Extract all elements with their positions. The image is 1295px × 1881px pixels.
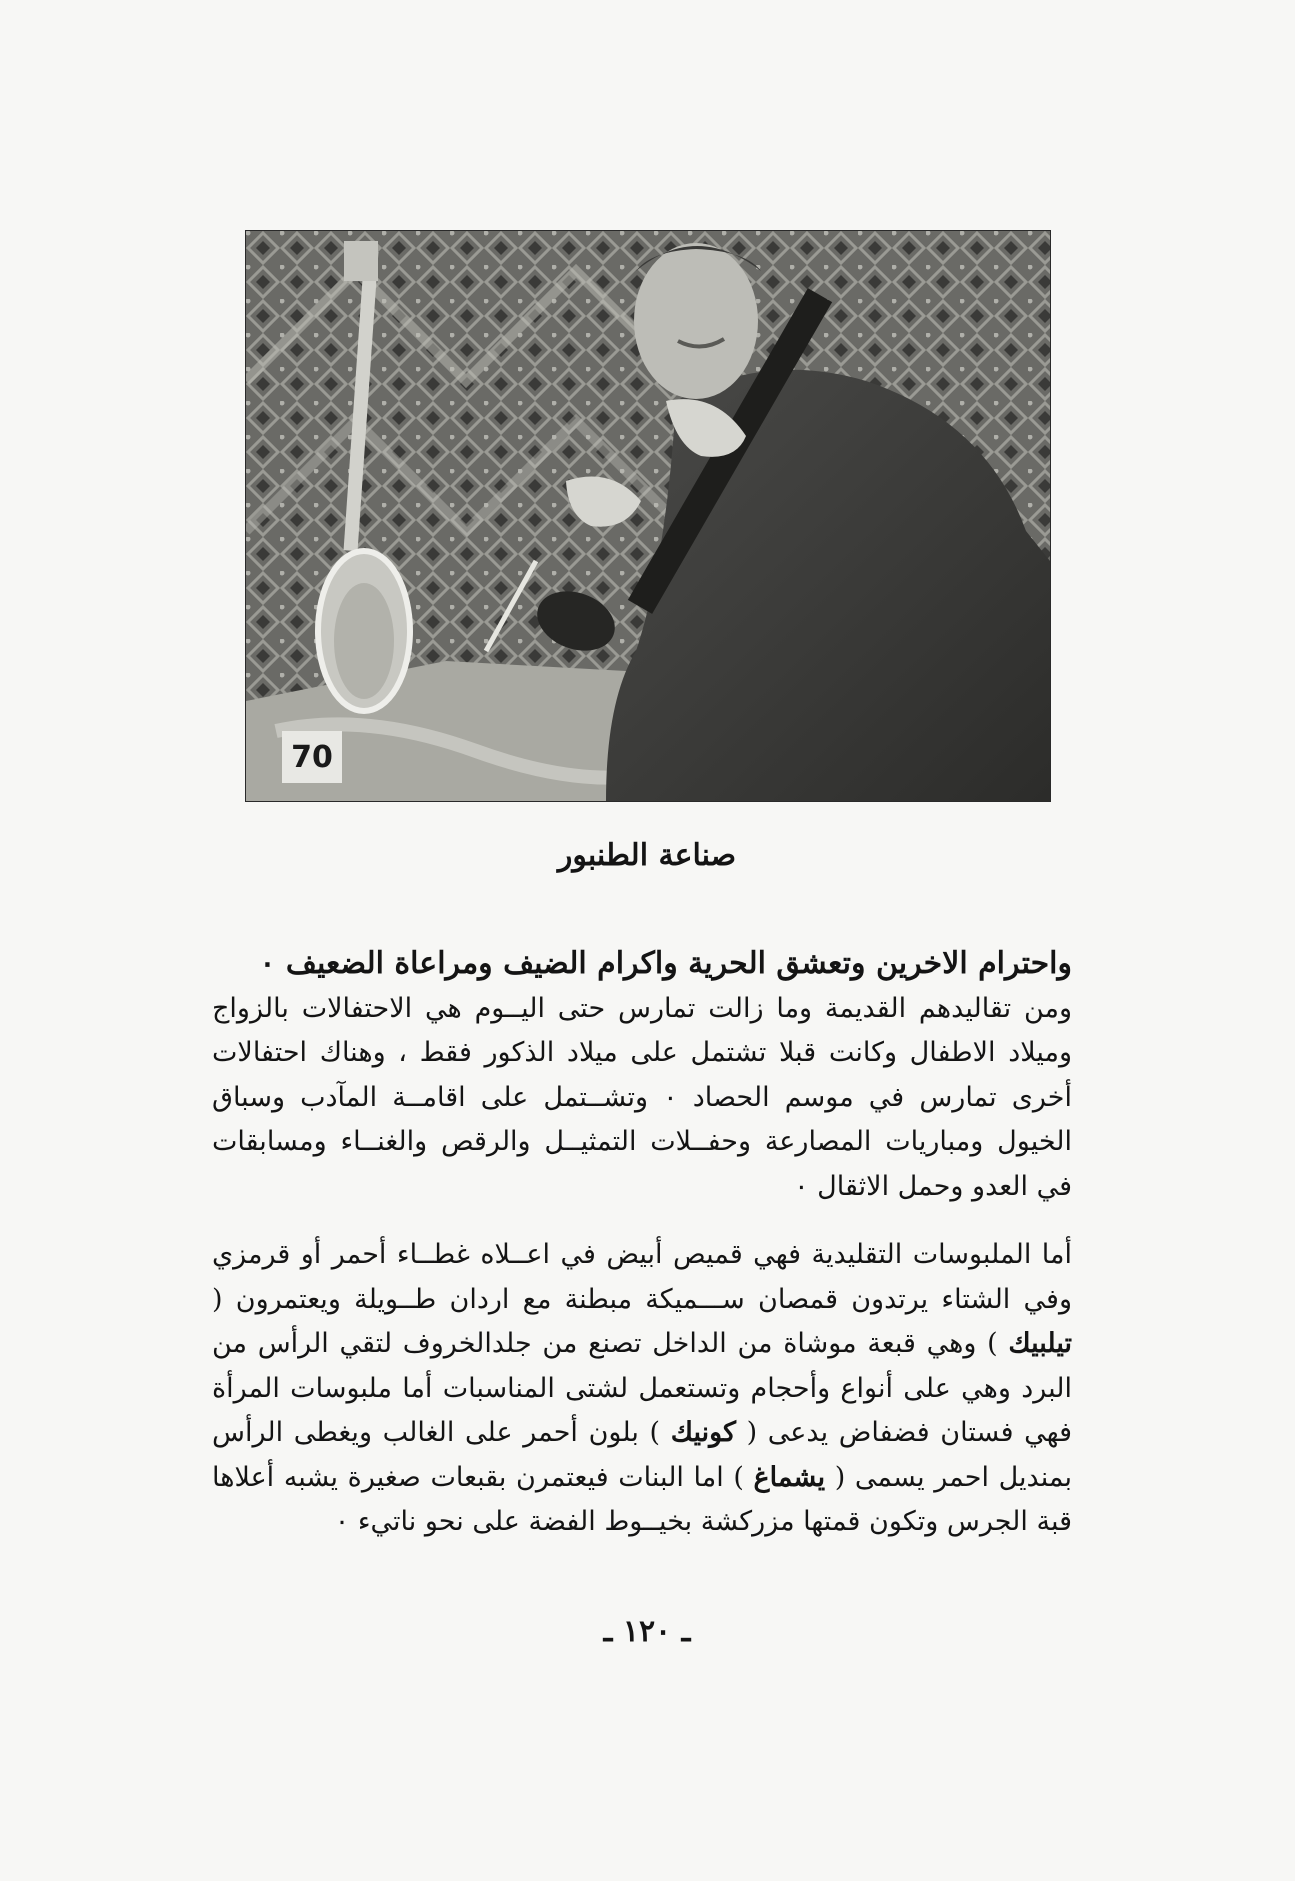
photo-number: 70	[282, 731, 342, 783]
photo-illustration	[246, 231, 1050, 801]
clothing-text-4: ) اما البنات فيعتمرن بقبعات صغيرة يشبه أعلاها قبة الجرس وتكون قمتها مزركشة بخيــوط الفضة على نحو ناتيء ٠	[212, 1461, 1072, 1537]
paragraph-clothing	[212, 1233, 1072, 1545]
term-tilbik: تيلبيك	[1008, 1328, 1072, 1359]
term-konik: كونيك	[670, 1417, 736, 1448]
page-number: ـ ١٢٠ ـ	[603, 1614, 691, 1649]
clothing-text-2: ) وهي قبعة موشاة من الداخل تصنع من جلدالخروف لتقي الرأس من البرد وهي على أنواع وأحجام وتستعمل لشتى المناسبات أما ملبوسات المرأة فهي فستان فضفاض يدعى (	[212, 1328, 1072, 1448]
photo-tanbur-making	[245, 230, 1051, 802]
term-yashmagh: يشماغ	[753, 1461, 826, 1493]
paragraph-celebrations: ومن تقاليدهم القديمة وما زالت تمارس حتى اليــوم هي الاحتفالات بالزواج وميلاد الاطفال وكانت قبلا تشتمل على ميلاد الذكور فقط ، وهناك احتفالات أخرى تمارس في موسم الحصاد ٠ وتشــتمل على اقامــة المآدب وسباق الخيول ومباريات المصارعة وحفــلات التمثيــل والرقص والغنــاء ومسابقات في العدو وحمل الاثقال ٠	[212, 992, 1072, 1202]
clothing-text-1: أما الملبوسات التقليدية فهي قميص أبيض في اعــلاه غطــاء أحمر أو قرمزي وفي الشتاء يرتدون قمصان ســـميكة مبطنة مع اردان طــويلة ويعتمرون (	[212, 1239, 1072, 1315]
photo-caption: صناعة الطنبور	[557, 838, 737, 873]
lead-line: واحترام الاخرين وتعشق الحرية واكرام الضيف ومراعاة الضعيف ٠	[259, 946, 1072, 981]
clothing-text-3: ) بلون أحمر على الغالب ويغطى الرأس بمنديل احمر يسمى (	[212, 1417, 1072, 1493]
body-text	[212, 942, 1072, 1545]
